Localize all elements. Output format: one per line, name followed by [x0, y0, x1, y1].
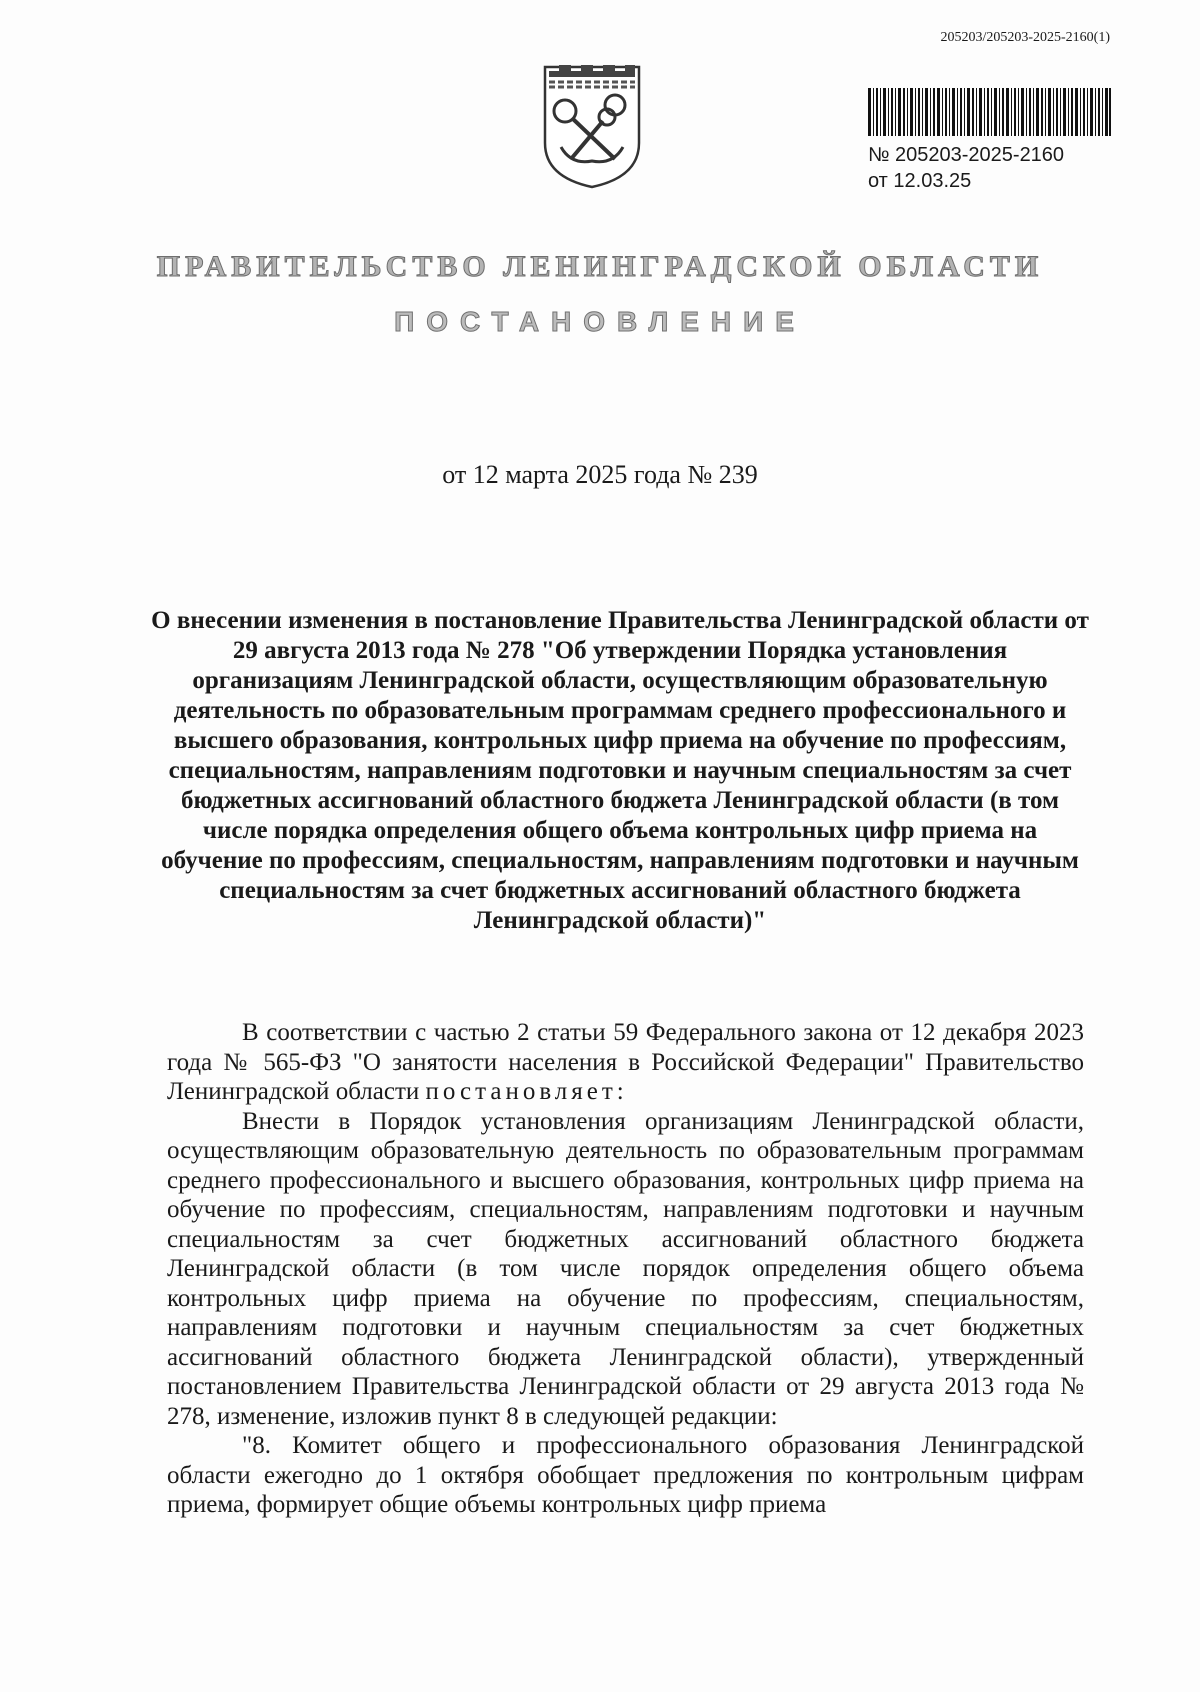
document-id: 205203/205203-2025-2160(1): [940, 30, 1110, 45]
coat-of-arms-emblem: [537, 55, 647, 190]
item-8-paragraph: "8. Комитет общего и профессионального образования Ленинградской области ежегодно до 1 октября обобщает предложения по контрольным цифрам приема, формирует общие объемы контрольных цифр приема: [167, 1432, 1084, 1518]
preamble-paragraph: [167, 1018, 1084, 1107]
resolves-word: постановляет:: [425, 1078, 628, 1105]
decree-date-number: от 12 марта 2025 года № 239: [442, 460, 758, 489]
registration-stamp: [868, 142, 1064, 194]
amendment-paragraph: Внести в Порядок установления организациям Ленинградской области, осуществляющим образовательную деятельность по образовательным программам среднего профессионального и высшего образования, контрольных цифр приема на обучение по профессиям, специальностям, направлениям подготовки и научным специальностям за счет бюджетных ассигнований областного бюджета Ленинградской области (в том числе порядок определения общего объема контрольных цифр приема на обучение по профессиям, специальностям, направлениям подготовки и научным специальностям за счет бюджетных ассигнований областного бюджета Ленинградской области), утвержденный постановлением Правительства Ленинградской области от 29 августа 2013 года № 278, изменение, изложив пункт 8 в следующей редакции:: [167, 1107, 1084, 1430]
registration-date: от 12.03.25: [868, 170, 972, 192]
authority-title: ПРАВИТЕЛЬСТВО ЛЕНИНГРАДСКОЙ ОБЛАСТИ: [156, 250, 1044, 283]
decree-subject: О внесении изменения в постановление Правительства Ленинградской области от 29 августа 2013 года № 278 "Об утверждении Порядка установления организациям Ленинградской области, осуществляющим образовательную деятельность по образовательным программам среднего профессионального и высшего образования, контрольных цифр приема на обучение по профессиям, специальностям, направлениям подготовки и научным специальностям за счет бюджетных ассигнований областного бюджета Ленинградской области (в том числе порядка определения общего объема контрольных цифр приема на обучение по профессиям, специальностям, направлениям подготовки и научным специальностям за счет бюджетных ассигнований областного бюджета Ленинградской области)": [151, 607, 1089, 934]
preamble-text: В соответствии с частью 2 статьи 59 Федерального закона от 12 декабря 2023 года № 565-ФЗ "О занятости населения в Российской Федерации" Правительство Ленинградской области: [167, 1019, 1084, 1105]
barcode: [868, 88, 1111, 136]
registration-number: № 205203-2025-2160: [868, 144, 1065, 166]
document-type-title: ПОСТАНОВЛЕНИЕ: [394, 306, 806, 337]
decree-body: [167, 1018, 1084, 1520]
